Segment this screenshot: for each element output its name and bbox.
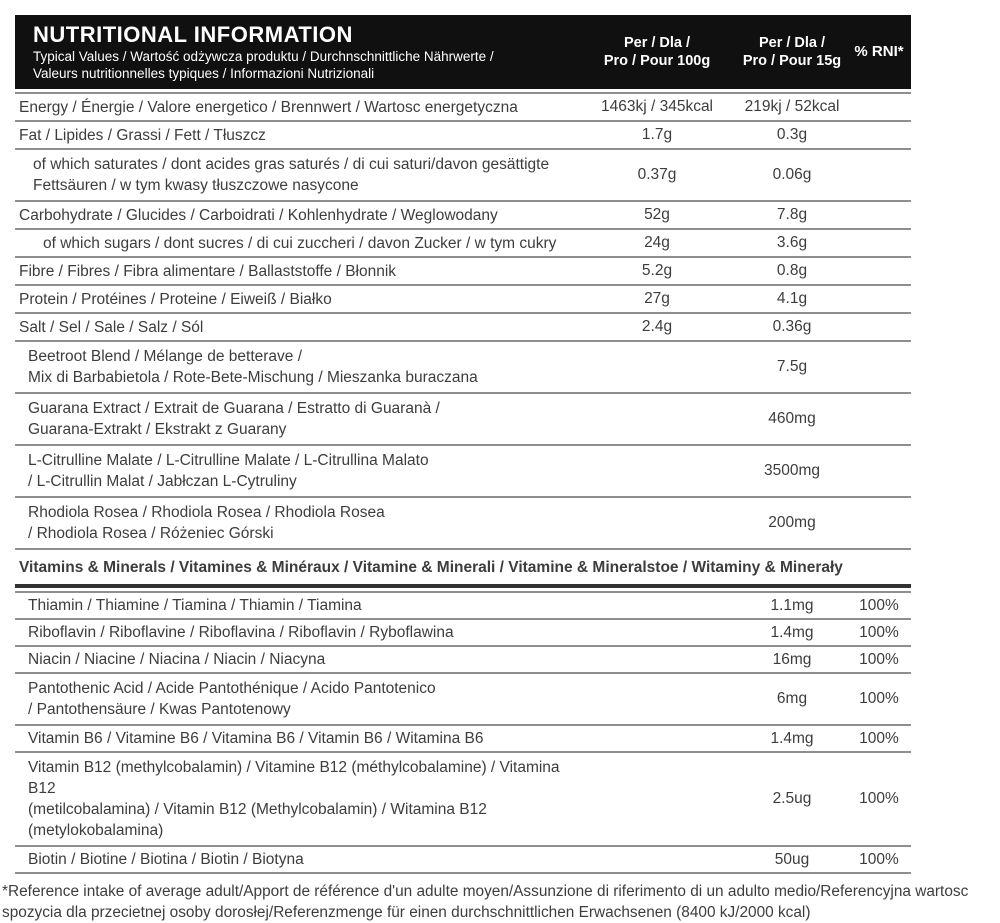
column-header-per-100g-line2: Pro / Pour 100g	[603, 53, 711, 69]
row-label-line: (metilcobalamina) / Vitamin B12 (Methylcobalamin) / Witamina B12 (metylokobalamina)	[28, 801, 487, 839]
footnote: *Reference intake of average adult/Apport de référence d'un adulte moyen/Assunzione di riferimento di un adulto medio/Referencyjna wartosc spozycia dla przecietnej osoby dorosłej/Referenzmenge für einen durchschnittlichen Erwachsenen (8400 kJ/2000 kcal)	[2, 883, 969, 921]
value-rni	[847, 394, 911, 444]
value-per-100g: 52g	[644, 206, 670, 223]
value-rni	[847, 258, 911, 284]
row-label-line: Protein / Protéines / Proteine / Eiweiß / Białko	[19, 290, 332, 308]
value-rni	[847, 94, 911, 120]
value-rni	[847, 446, 911, 496]
page-title: NUTRITIONAL INFORMATION	[33, 22, 353, 47]
column-header-per-15g-line1: Per / Dla /	[758, 35, 826, 51]
table-row	[15, 150, 911, 202]
row-label-line: Salt / Sel / Sale / Salz / Sól	[19, 318, 204, 336]
value-per-15g: 3.6g	[776, 234, 808, 251]
row-label-line: of which saturates / dont acides gras saturés / di cui saturi/davon gesättigte	[33, 156, 550, 173]
row-label	[15, 342, 577, 392]
value-per-100g	[577, 674, 737, 724]
value-per-100g	[577, 394, 737, 444]
row-label	[15, 847, 577, 872]
row-label-line: Guarana-Extrakt / Ekstrakt z Guarany	[28, 421, 287, 438]
value-per-100g: 2.4g	[641, 318, 673, 335]
value-per-15g: 1.4mg	[770, 623, 814, 641]
value-per-15g: 7.5g	[776, 358, 808, 375]
value-per-15g: 50ug	[774, 850, 810, 868]
value-per-100g	[577, 847, 737, 872]
row-label-line: Guarana Extract / Extrait de Guarana / Estratto di Guaranà /	[28, 400, 440, 417]
row-label-line: L-Citrulline Malate / L-Citrulline Malate / L-Citrullina Malato	[28, 452, 429, 469]
row-label-line: / L-Citrullin Malat / Jabłczan L-Cytruliny	[28, 473, 297, 490]
row-label-line: Pantothenic Acid / Acide Pantothénique / Acido Pantotenico	[28, 680, 436, 697]
value-per-100g	[577, 446, 737, 496]
table-row	[15, 230, 911, 258]
row-label-line: Carbohydrate / Glucides / Carboidrati / Kohlenhydrate / Weglowodany	[19, 206, 498, 224]
value-per-15g: 460mg	[768, 410, 816, 427]
value-rni: 100%	[859, 729, 899, 747]
table-row	[15, 674, 911, 726]
table-row	[15, 847, 911, 874]
table-row	[15, 394, 911, 446]
row-label-line: Thiamin / Thiamine / Tiamina / Thiamin / Tiamina	[28, 597, 362, 614]
row-label	[15, 123, 577, 148]
value-per-100g	[577, 647, 737, 672]
value-per-100g	[577, 620, 737, 645]
table-row	[15, 314, 911, 342]
value-rni	[847, 150, 911, 200]
row-label	[15, 287, 577, 312]
value-per-100g: 27g	[644, 290, 670, 307]
row-label	[15, 446, 577, 496]
value-per-100g	[577, 593, 737, 618]
table-row	[15, 620, 911, 647]
vitamins-section-title: Vitamins & Minerals / Vitamines & Minéraux / Vitamine & Minerali / Vitamine & Mineralstoe / Witaminy & Minerały	[15, 550, 911, 588]
table-row	[15, 258, 911, 286]
row-label-line: of which sugars / dont sucres / di cui zuccheri / davon Zucker / w tym cukry	[43, 234, 557, 252]
header-subtitle-line1: Typical Values / Wartość odżywcza produktu / Durchnschnittliche Nährwerte /	[33, 49, 494, 64]
table-row	[15, 753, 911, 847]
value-rni: 100%	[859, 790, 899, 807]
row-label-line: Niacin / Niacine / Niacina / Niacin / Niacyna	[28, 651, 326, 668]
value-per-15g: 4.1g	[776, 290, 808, 307]
value-per-15g: 1.1mg	[770, 596, 814, 614]
vitamins-table	[15, 591, 911, 874]
row-label-line: Biotin / Biotine / Biotina / Biotin / Biotyna	[28, 851, 304, 868]
row-label-line: Fibre / Fibres / Fibra alimentare / Ballaststoffe / Błonnik	[19, 262, 397, 280]
table-row	[15, 122, 911, 150]
table-row	[15, 286, 911, 314]
table-row	[15, 342, 911, 394]
table-row	[15, 446, 911, 498]
column-header-per-100g-line1: Per / Dla /	[623, 35, 691, 51]
value-per-100g: 1.7g	[641, 126, 673, 143]
row-label	[15, 259, 577, 284]
row-label-line: Energy / Énergie / Valore energetico / Brennwert / Wartosc energetyczna	[19, 98, 518, 116]
row-label-line: Rhodiola Rosea / Rhodiola Rosea / Rhodiola Rosea	[28, 504, 385, 521]
nutrition-label	[0, 15, 1000, 921]
value-rni	[847, 202, 911, 228]
row-label	[15, 593, 577, 618]
table-row	[15, 647, 911, 674]
table-row	[15, 726, 911, 753]
table-row	[15, 593, 911, 620]
column-header-per-15g	[737, 34, 847, 70]
row-label-line: Beetroot Blend / Mélange de betterave /	[28, 348, 303, 365]
value-per-15g: 3500mg	[763, 462, 820, 479]
value-per-100g: 1463kj / 345kcal	[600, 98, 714, 115]
row-label-line: / Rhodiola Rosea / Różeniec Górski	[28, 525, 274, 542]
row-label-line: Vitamin B6 / Vitamine B6 / Vitamina B6 / Vitamin B6 / Witamina B6	[28, 730, 484, 747]
value-per-15g: 7.8g	[776, 206, 808, 223]
table-row	[15, 94, 911, 122]
value-per-100g: 5.2g	[641, 262, 673, 279]
value-per-100g: 24g	[644, 234, 670, 251]
row-label-line: Fat / Lipides / Grassi / Fett / Tłuszcz	[19, 126, 266, 144]
value-per-15g: 2.5ug	[772, 790, 812, 807]
row-label	[15, 753, 577, 845]
value-per-15g: 6mg	[776, 690, 808, 707]
value-per-100g	[577, 342, 737, 392]
value-rni	[847, 286, 911, 312]
value-rni	[847, 498, 911, 548]
value-per-15g: 200mg	[768, 514, 816, 531]
row-label	[15, 150, 577, 200]
value-rni: 100%	[859, 623, 899, 641]
row-label-line: Mix di Barbabietola / Rote-Bete-Mischung / Mieszanka buraczana	[28, 369, 478, 386]
value-rni	[847, 314, 911, 340]
column-header-rni: % RNI*	[854, 43, 904, 60]
row-label	[15, 726, 577, 751]
row-label	[15, 620, 577, 645]
value-rni	[847, 342, 911, 392]
value-per-15g: 0.06g	[772, 166, 812, 183]
value-per-15g: 16mg	[772, 650, 812, 668]
column-header-per-15g-line2: Pro / Pour 15g	[742, 53, 842, 69]
nutrients-table	[15, 92, 911, 550]
value-rni: 100%	[859, 690, 899, 707]
row-label	[15, 674, 577, 724]
row-label	[15, 95, 577, 120]
header-titles	[33, 22, 577, 82]
row-label-line: Vitamin B12 (methylcobalamin) / Vitamine B12 (méthylcobalamine) / Vitamina B12	[28, 759, 560, 797]
value-per-100g	[577, 498, 737, 548]
row-label	[15, 231, 577, 256]
value-rni: 100%	[859, 850, 899, 868]
value-per-100g: 0.37g	[637, 166, 677, 183]
value-per-15g: 0.36g	[772, 318, 812, 335]
header-subtitle-line2: Valeurs nutritionnelles typiques / Informazioni Nutrizionali	[33, 66, 375, 81]
row-label	[15, 394, 577, 444]
value-per-15g: 0.3g	[776, 126, 808, 143]
table-header	[15, 15, 911, 89]
value-per-15g: 1.4mg	[770, 729, 814, 747]
row-label	[15, 647, 577, 672]
value-rni	[847, 122, 911, 148]
column-header-per-100g	[577, 34, 737, 70]
table-row	[15, 202, 911, 230]
row-label	[15, 315, 577, 340]
row-label-line: / Pantothensäure / Kwas Pantotenowy	[28, 701, 291, 718]
value-rni: 100%	[859, 596, 899, 614]
value-per-100g	[577, 726, 737, 751]
row-label-line: Fettsäuren / w tym kwasy tłuszczowe nasycone	[33, 177, 359, 194]
value-rni: 100%	[859, 650, 899, 668]
row-label-line: Riboflavin / Riboflavine / Riboflavina / Riboflavin / Ryboflawina	[28, 624, 454, 641]
value-per-15g: 219kj / 52kcal	[744, 98, 840, 115]
row-label	[15, 203, 577, 228]
value-rni	[847, 230, 911, 256]
table-row	[15, 498, 911, 550]
value-per-100g	[577, 753, 737, 845]
value-per-15g: 0.8g	[776, 262, 808, 279]
row-label	[15, 498, 577, 548]
